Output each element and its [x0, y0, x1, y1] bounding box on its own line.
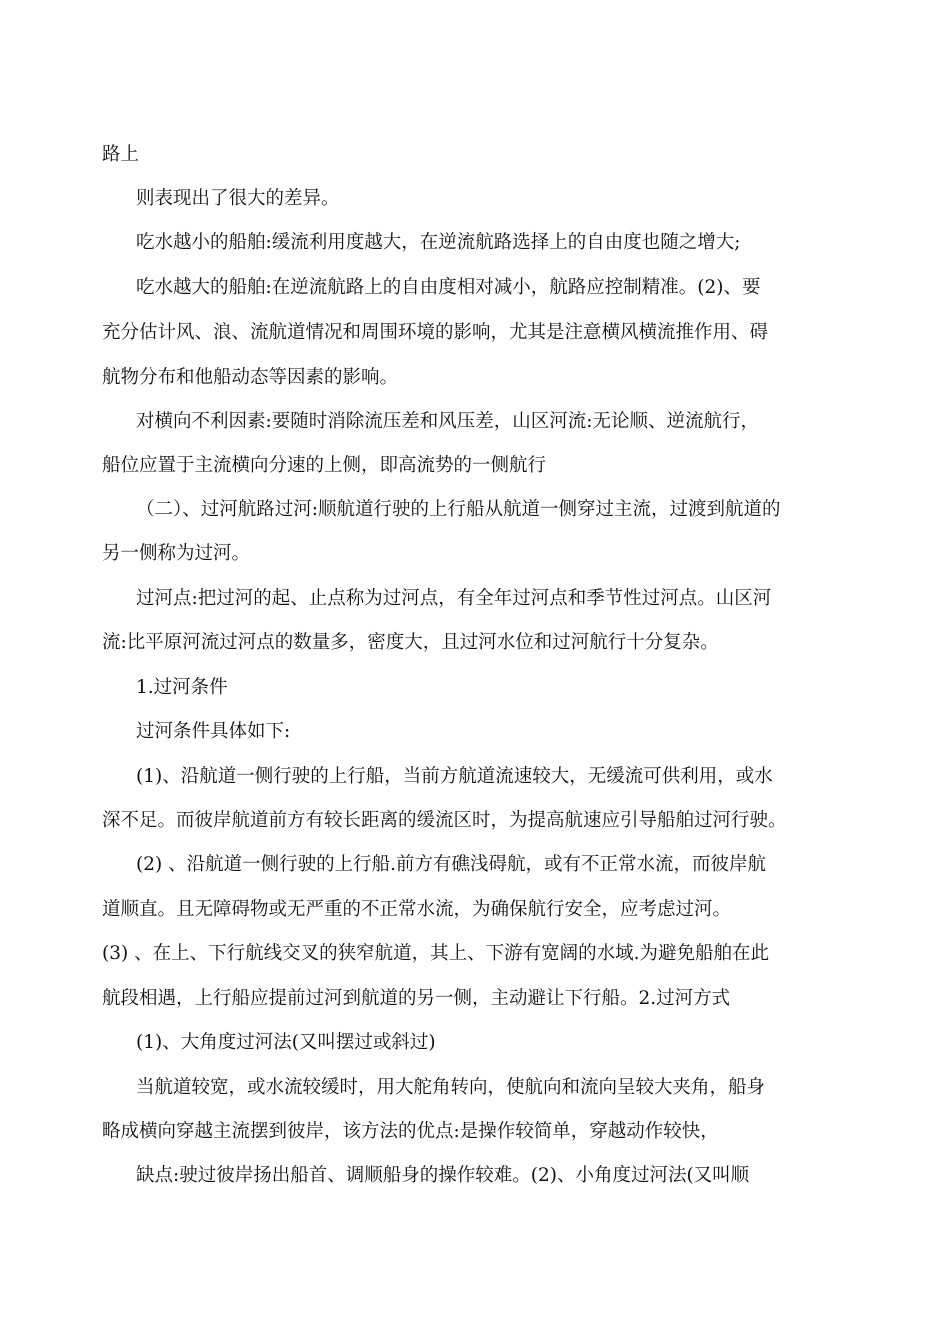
text-line: (2) 、沿航道一侧行驶的上行船.前方有礁浅碍航，或有不正常水流，而彼岸航	[136, 854, 766, 875]
text-line: 流:比平原河流过河点的数量多，密度大，且过河水位和过河航行十分复杂。	[102, 632, 719, 653]
text-line: 过河条件具体如下:	[136, 721, 291, 742]
text-line: 路上	[102, 144, 140, 165]
text-line: 航段相遇，上行船应提前过河到航道的另一侧，主动避让下行船。2.过河方式	[102, 988, 731, 1009]
text-line: 道顺直。且无障碍物或无严重的不正常水流，为确保航行安全，应考虑过河。	[102, 899, 732, 920]
text-line: (1)、大角度过河法(又叫摆过或斜过)	[136, 1032, 436, 1053]
text-line: 航物分布和他船动态等因素的影响。	[102, 367, 399, 388]
text-line: 过河点:把过河的起、止点称为过河点，有全年过河点和季节性过河点。山区河	[136, 588, 772, 609]
text-line: (3) 、在上、下行航线交叉的狭窄航道，其上、下游有宽阔的水域.为避免船舶在此	[102, 943, 769, 964]
text-line: 略成横向穿越主流摆到彼岸，该方法的优点:是操作较简单，穿越动作较快，	[102, 1121, 719, 1142]
text-line: (1)、沿航道一侧行驶的上行船，当前方航道流速较大，无缓流可供利用，或水	[136, 766, 773, 787]
text-line: 缺点:驶过彼岸扬出船首、调顺船身的操作较难。(2)、小角度过河法(又叫顺	[136, 1165, 750, 1186]
text-line: 深不足。而彼岸航道前方有较长距离的缓流区时，为提高航速应引导船舶过河行驶。	[102, 810, 787, 831]
text-line: 则表现出了很大的差异。	[136, 188, 340, 209]
text-line: 吃水越大的船舶:在逆流航路上的自由度相对减小，航路应控制精准。(2)、要	[136, 277, 761, 298]
section-heading: 1.过河条件	[136, 677, 228, 698]
text-line: 船位应置于主流横向分速的上侧，即高流势的一侧航行	[102, 455, 547, 476]
text-line: 对横向不利因素:要随时消除流压差和风压差，山区河流:无论顺、逆流航行，	[136, 411, 759, 432]
text-line: （二）、过河航路过河:顺航道行驶的上行船从航道一侧穿过主流，过渡到航道的	[136, 499, 781, 520]
text-line: 另一侧称为过河。	[102, 543, 251, 564]
text-line: 当航道较宽，或水流较缓时，用大舵角转向，使航向和流向呈较大夹角，船身	[136, 1077, 766, 1098]
text-line: 吃水越小的船舶:缓流利用度越大，在逆流航路选择上的自由度也随之增大;	[136, 232, 741, 253]
text-line: 充分估计风、浪、流航道情况和周围环境的影响，尤其是注意横风横流推作用、碍	[102, 322, 769, 343]
